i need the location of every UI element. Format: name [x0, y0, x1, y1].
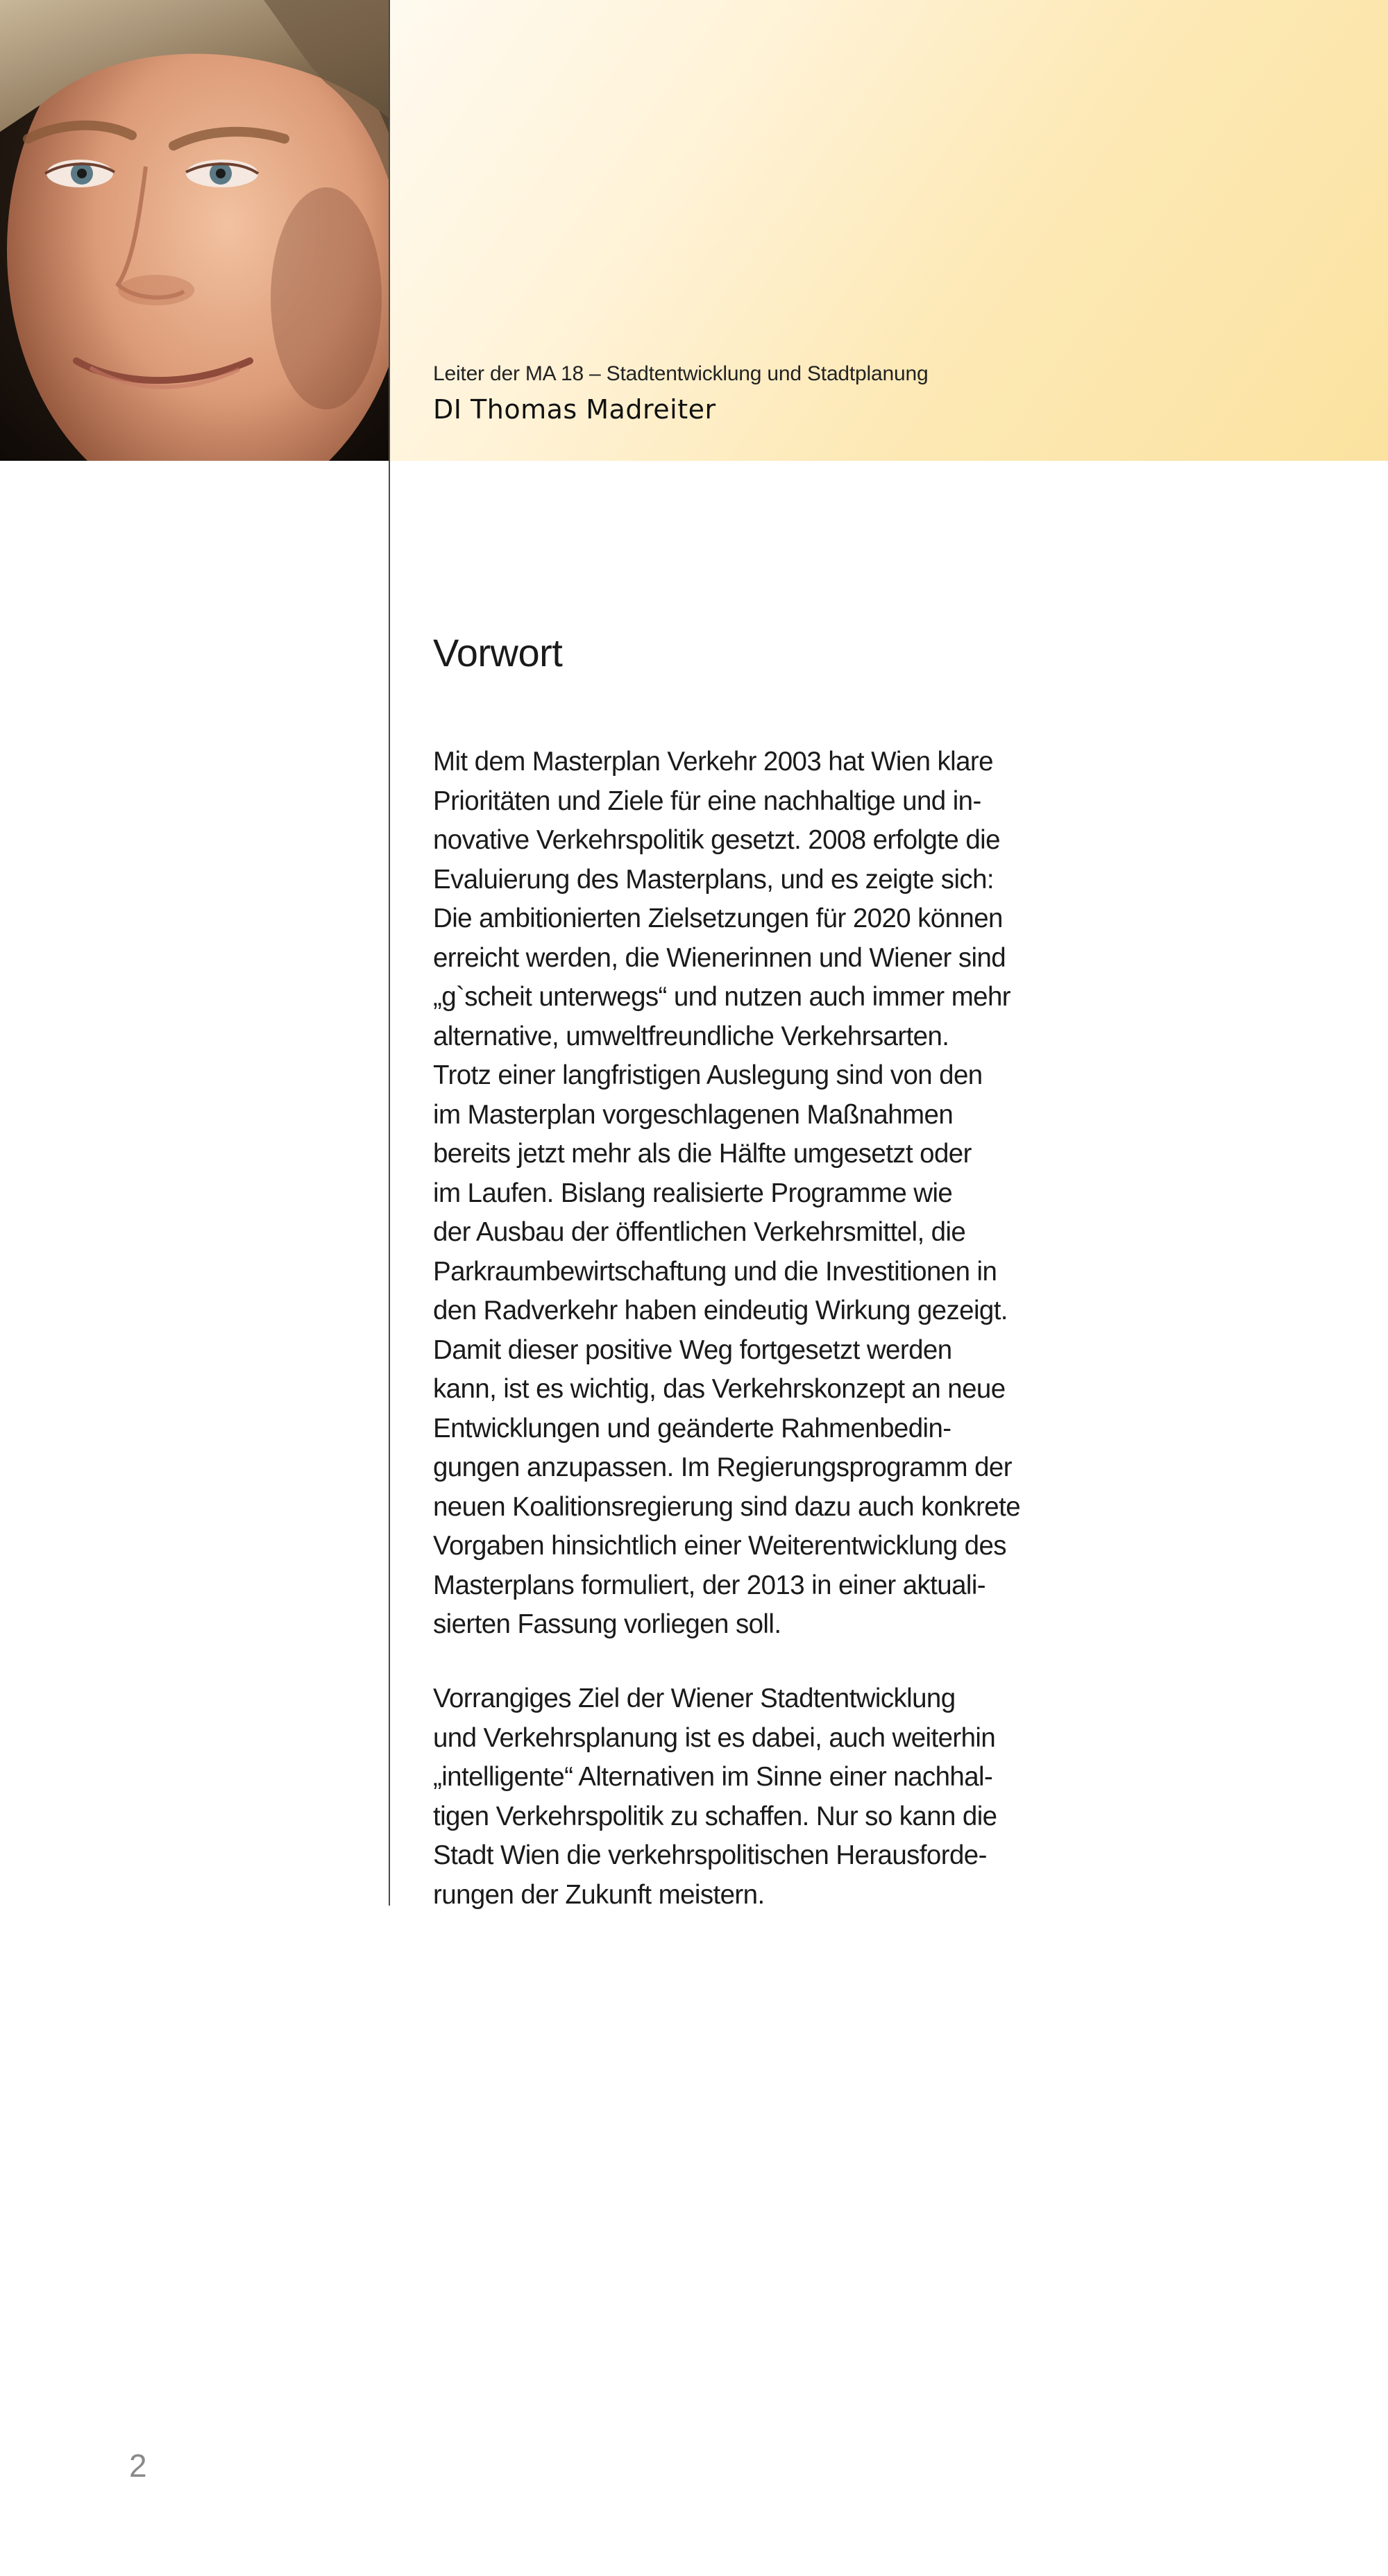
text-line: „g`scheit unterwegs“ und nutzen auch immer mehr	[433, 982, 1011, 1012]
text-line: und Verkehrsplanung ist es dabei, auch weiterhin	[433, 1722, 996, 1753]
text-line: rungen der Zukunft meistern.	[433, 1879, 765, 1910]
text-line: Prioritäten und Ziele für eine nachhaltige und in-	[433, 786, 981, 816]
header-gradient-panel	[389, 0, 1388, 461]
text-line: alternative, umweltfreundliche Verkehrsarten.	[433, 1021, 949, 1051]
text-line: Evaluierung des Masterplans, und es zeigte sich:	[433, 864, 994, 895]
text-line: neuen Koalitionsregierung sind dazu auch konkrete	[433, 1491, 1021, 1522]
header-band	[0, 0, 1388, 461]
text-line: kann, ist es wichtig, das Verkehrskonzept an neue	[433, 1374, 1006, 1404]
text-line: den Radverkehr haben eindeutig Wirkung gezeigt.	[433, 1296, 1008, 1325]
text-line: erreicht werden, die Wienerinnen und Wiener sind	[433, 942, 1006, 973]
text-line: Parkraumbewirtschaftung und die Investitionen in	[433, 1256, 997, 1287]
text-line: tigen Verkehrspolitik zu schaffen. Nur so kann die	[433, 1801, 997, 1831]
vertical-divider	[389, 0, 390, 1906]
author-role: Leiter der MA 18 – Stadtentwicklung und Stadtplanung	[433, 362, 929, 385]
text-line: sierten Fassung vorliegen soll.	[433, 1609, 781, 1639]
page-number: 2	[129, 2448, 147, 2484]
text-line: Masterplans formuliert, der 2013 in einer aktuali-	[433, 1570, 986, 1600]
portrait-photo	[0, 0, 389, 461]
text-line: Stadt Wien die verkehrspolitischen Herausforde-	[433, 1840, 987, 1870]
text-line: Damit dieser positive Weg fortgesetzt werden	[433, 1334, 952, 1365]
text-line: im Laufen. Bislang realisierte Programme wie	[433, 1178, 953, 1208]
text-line: bereits jetzt mehr als die Hälfte umgesetzt oder	[433, 1139, 972, 1169]
paragraph-1	[433, 743, 1021, 1645]
text-line: im Masterplan vorgeschlagenen Maßnahmen	[433, 1099, 954, 1130]
text-line: „intelligente“ Alternativen im Sinne einer nachhal-	[433, 1762, 993, 1792]
paragraph-2	[433, 1679, 1016, 1915]
text-line: Vorgaben hinsichtlich einer Weiterentwicklung des	[433, 1531, 1006, 1561]
text-line: Die ambitionierten Zielsetzungen für 2020 können	[433, 904, 1003, 933]
text-line: Vorrangiges Ziel der Wiener Stadtentwicklung	[433, 1684, 956, 1713]
text-line: gungen anzupassen. Im Regierungsprogramm der	[433, 1452, 1012, 1482]
text-line: Trotz einer langfristigen Auslegung sind von den	[433, 1060, 983, 1090]
text-line: der Ausbau der öffentlichen Verkehrsmittel, die	[433, 1217, 966, 1247]
text-line: novative Verkehrspolitik gesetzt. 2008 erfolgte die	[433, 825, 1000, 855]
section-title: Vorwort	[433, 631, 563, 675]
author-name: DI Thomas Madreiter	[433, 394, 716, 425]
portrait-image	[0, 0, 389, 461]
text-line: Entwicklungen und geänderte Rahmenbedin-	[433, 1413, 951, 1443]
text-line: Mit dem Masterplan Verkehr 2003 hat Wien klare	[433, 747, 993, 777]
